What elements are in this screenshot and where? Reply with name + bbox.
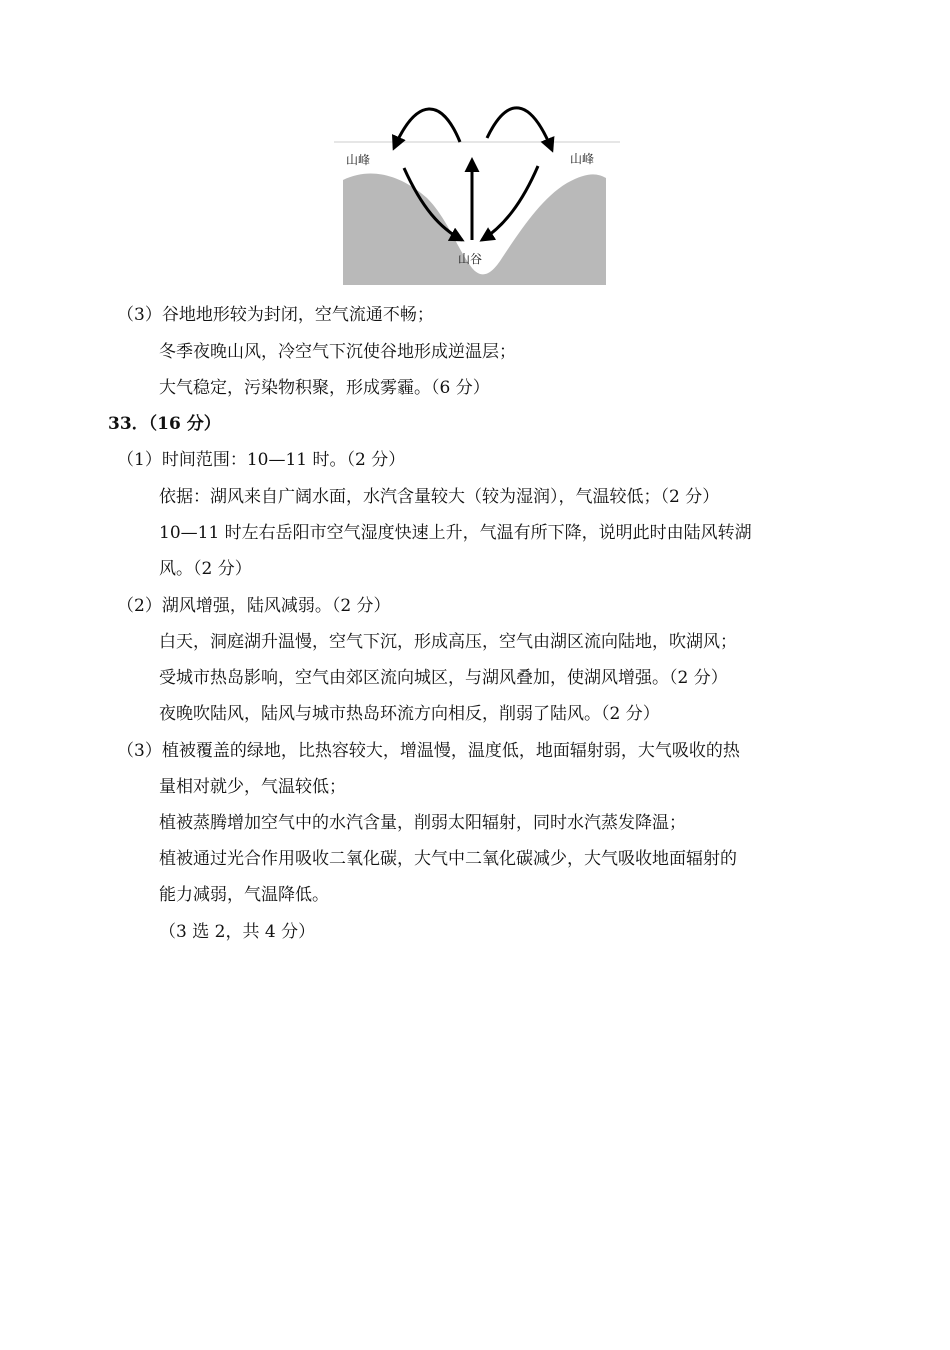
q33-2-line1: （2）湖风增强，陆风减弱。（2 分） (117, 596, 391, 616)
q33-2-line3: 受城市热岛影响，空气由郊区流向城区，与湖风叠加，使湖风增强。（2 分） (159, 668, 728, 688)
q33-1-line2: 依据：湖风来自广阔水面，水汽含量较大（较为湿润），气温较低；（2 分） (159, 487, 720, 507)
q33-3-line1: （3）植被覆盖的绿地，比热容较大，增温慢，温度低，地面辐射弱，大气吸收的热 (117, 741, 740, 761)
q33-1-line4: 风。（2 分） (159, 559, 252, 579)
q33-3-note: （3 选 2，共 4 分） (159, 922, 316, 942)
q33-2-line2: 白天，洞庭湖升温慢，空气下沉，形成高压，空气由湖区流向陆地，吹湖风； (159, 632, 737, 652)
q33-3-line3: 植被蒸腾增加空气中的水汽含量，削弱太阳辐射，同时水汽蒸发降温； (159, 813, 686, 833)
q33-heading: 33．（16 分） (108, 414, 221, 434)
q32-3-line3: 大气稳定，污染物积聚，形成雾霾。（6 分） (159, 378, 490, 398)
q33-2-line4: 夜晚吹陆风，陆风与城市热岛环流方向相反，削弱了陆风。（2 分） (159, 704, 660, 724)
q33-3-line5: 能力减弱，气温降低。 (159, 885, 329, 905)
label-peak-left: 山峰 (346, 153, 371, 167)
q33-1-line3: 10—11 时左右岳阳市空气湿度快速上升，气温有所下降，说明此时由陆风转湖 (159, 523, 752, 543)
label-valley: 山谷 (458, 252, 483, 266)
label-peak-right: 山峰 (570, 152, 595, 166)
q33-3-line4: 植被通过光合作用吸收二氧化碳，大气中二氧化碳减少，大气吸收地面辐射的 (159, 849, 737, 869)
q33-1-line1: （1）时间范围：10—11 时。（2 分） (117, 450, 406, 470)
valley-wind-diagram (332, 98, 622, 288)
q32-3-line1: （3）谷地地形较为封闭，空气流通不畅； (117, 305, 434, 325)
q33-3-line2: 量相对就少，气温较低； (159, 777, 346, 797)
q32-3-line2: 冬季夜晚山风，冷空气下沉使谷地形成逆温层； (159, 342, 516, 362)
